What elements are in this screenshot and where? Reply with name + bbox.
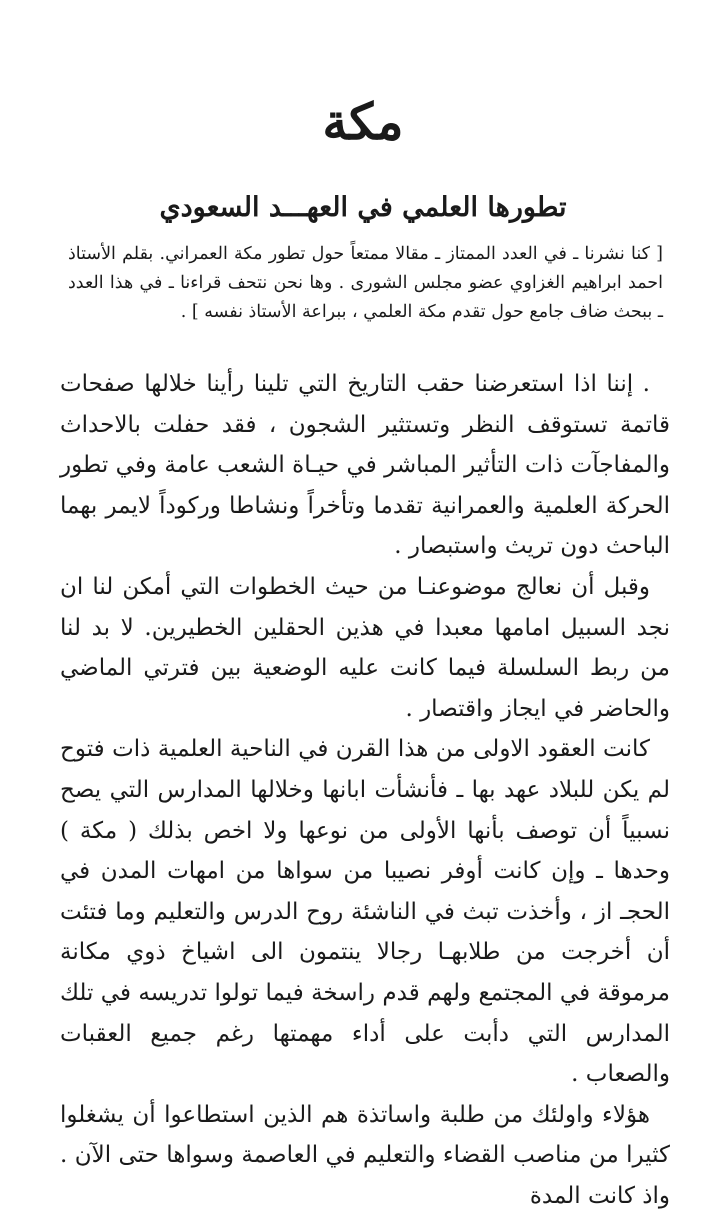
paragraph-1: . إننا اذا استعرضنا حقب التاريخ التي تلينا رأينا خلالها صفحات قاتمة تستوقف النظر وتستثير الشجون ، فقد حفلت بالاحداث والمفاجآت ذات التأثير المباشر في حيـاة الشعب عامة وفي تطور الحركة العلمية والعمرانية تقدما وتأخراً ونشاطا وركوداً لايمر بهما الباحث دون تريث واستبصار . xyxy=(60,371,670,560)
paragraph-3: كانت العقود الاولى من هذا القرن في الناحية العلمية ذات فتوح لم يكن للبلاد عهد بها ـ فأنشأت ابانها وخلالها المدارس التي يصح نسبياً أن توصف بأنها الأولى من نوعها ولا اخص بذلك ( مكة ) وحدها ـ وإن كانت أوفر نصيبا من سواها من امهات المدن في الحجـ از ، وأخذت تبث في الناشئة روح الدرس والتعليم وما فتئت أن أخرجت من طلابهـا رجالا ينتمون الى اشياخ ذوي مكانة مرموقة في المجتمع ولهم قدم راسخة فيما تولوا تدريسه في تلك المدارس التي دأبت على أداء مهمتها رغم جميع العقبات والصعاب . xyxy=(60,736,670,1088)
page-title: مكة xyxy=(322,92,404,151)
article-subtitle: تطورها العلمي في العهـــد السعودي xyxy=(159,192,567,223)
editor-note: [ كنا نشرنا ـ في العدد الممتاز ـ مقالا ممتعاً حول تطور مكة العمراني. بقلم الأستاذ احمد ابراهيم الغزاوي عضو مجلس الشورى . وها نحن نتحف قراءنا ـ في هذا العدد ـ ببحث ضاف جامع حول تقدم مكة العلمي ، ببراعة الأستاذ نفسه ] . xyxy=(68,244,663,322)
paragraph-4: هؤلاء واولئك من طلبة واساتذة هم الذين استطاعوا أن يشغلوا كثيرا من مناصب القضاء والتعليم في العاصمة وسواها حتى الآن . واذ كانت المدة xyxy=(60,1101,670,1209)
paragraph-2: وقبل أن نعالج موضوعنـا من حيث الخطوات التي أمكن لنا ان نجد السبيل امامها معبدا في هذين الحقلين الخطيرين. لا بد لنا من ربط السلسلة فيما كانت عليه الوضعية بين فترتي الماضي والحاضر في ايجاز واقتصار . xyxy=(60,573,670,722)
article-body xyxy=(60,364,670,1216)
